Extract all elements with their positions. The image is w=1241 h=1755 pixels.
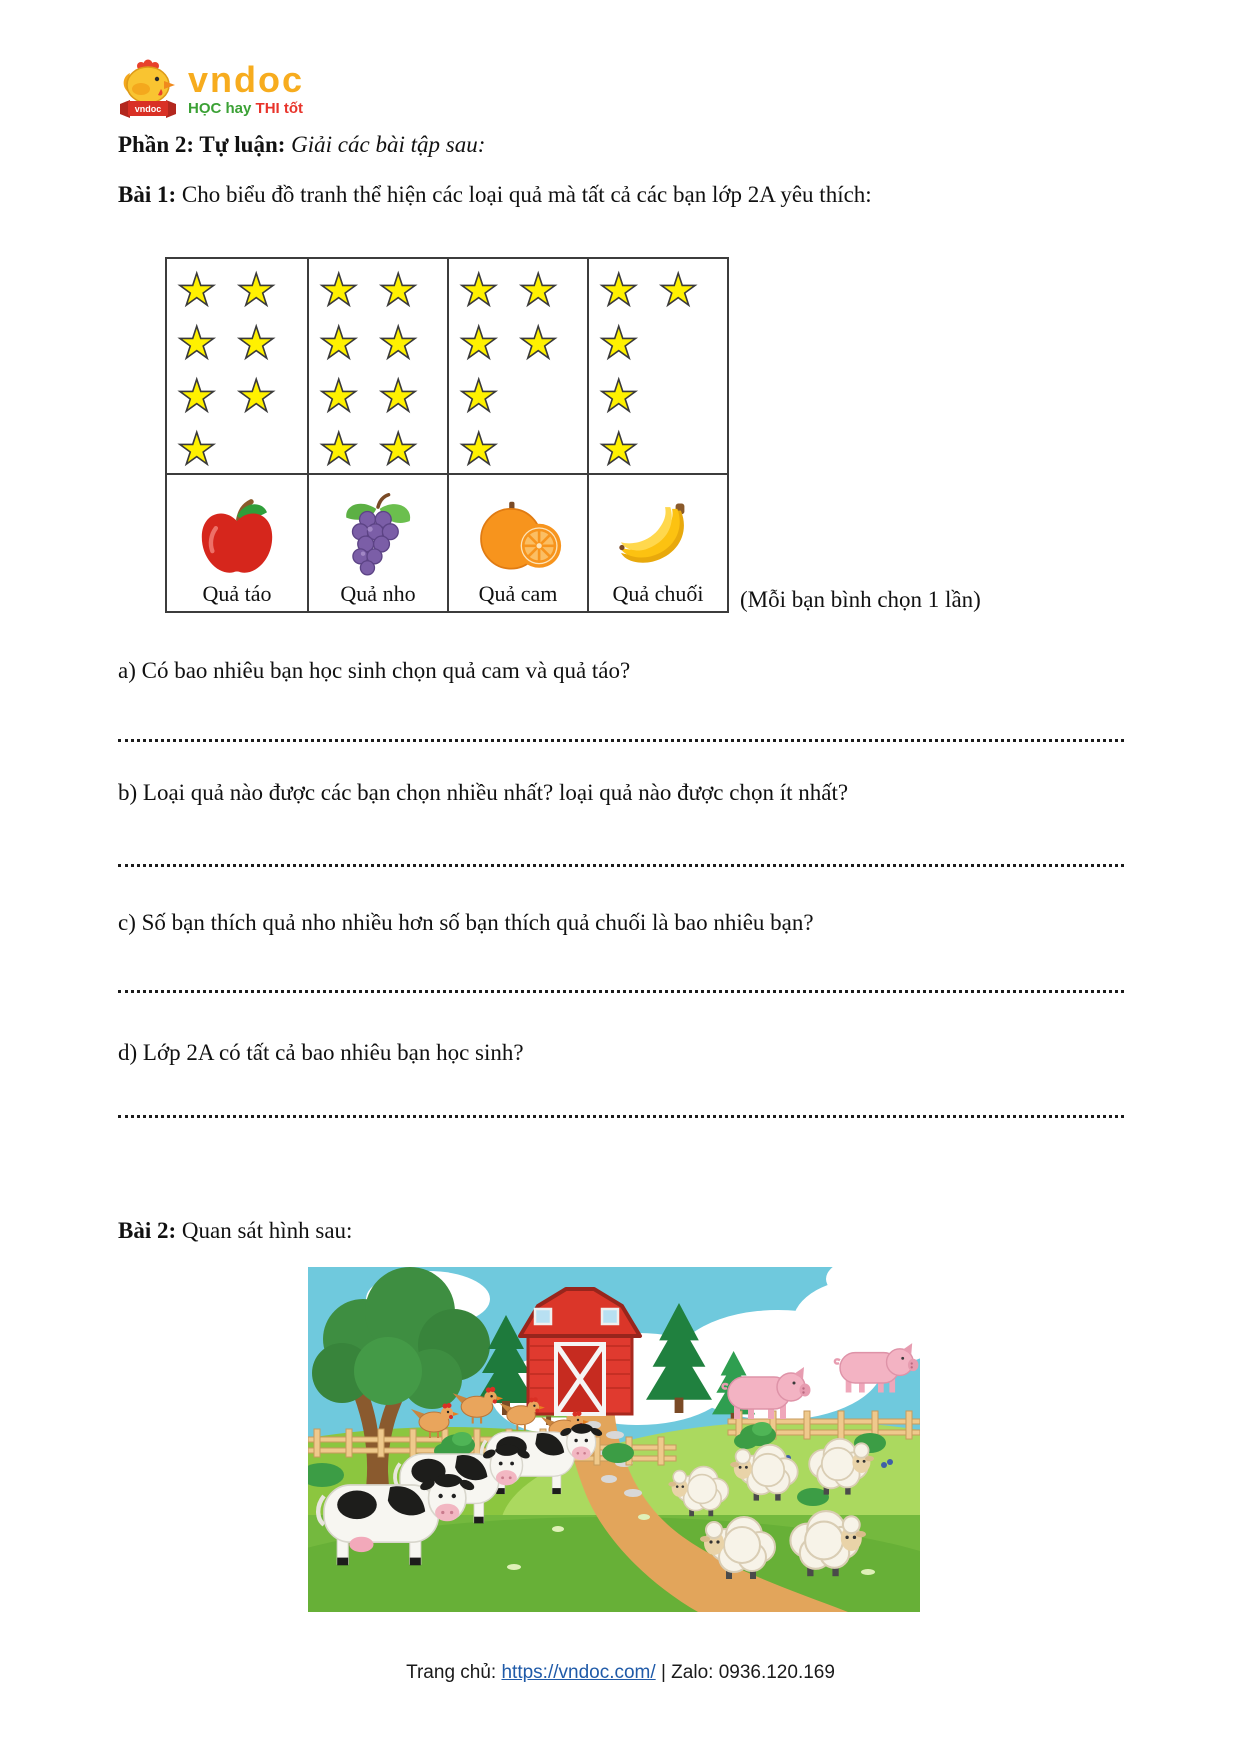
star-icon: ★ — [459, 265, 499, 315]
star-icon: ★ — [658, 265, 698, 315]
banana-image — [613, 493, 703, 581]
footer-separator: | — [660, 1662, 666, 1683]
star-icon: ★ — [378, 265, 418, 315]
star-icon: ★ — [599, 265, 639, 315]
star-icon: ★ — [177, 318, 217, 368]
barn-icon — [520, 1289, 640, 1414]
answer-line-d — [118, 1114, 1124, 1118]
barn-window — [535, 1309, 551, 1324]
question-d: d) Lớp 2A có tất cả bao nhiêu bạn học sinh? — [118, 1040, 524, 1065]
star-icon: ★ — [378, 424, 418, 474]
star-icon: ★ — [236, 371, 276, 421]
fruit-cell-grapes — [309, 475, 447, 611]
star-icon: ★ — [319, 424, 359, 474]
fruit-cell-orange — [449, 475, 587, 611]
star-icon: ★ — [518, 265, 558, 315]
chart-column-apple — [167, 259, 307, 611]
chart-column-grapes — [307, 259, 447, 611]
star-cell-grapes — [309, 259, 447, 475]
homepage-link[interactable]: https://vndoc.com/ — [501, 1662, 656, 1683]
fruit-label: Quả chuối — [612, 581, 704, 606]
star-icon: ★ — [459, 318, 499, 368]
star-icon: ★ — [177, 371, 217, 421]
star-icon: ★ — [459, 424, 499, 474]
star-icon: ★ — [236, 318, 276, 368]
tagline-green: HỌC hay — [188, 99, 252, 117]
vndoc-mascot-icon — [116, 56, 180, 122]
star-cell-apple — [167, 259, 307, 475]
barn-door — [556, 1344, 604, 1414]
fruit-label: Quả cam — [478, 581, 558, 606]
exercise1-prompt: Cho biểu đồ tranh thể hiện các loại quả mà tất cả các bạn lớp 2A yêu thích: — [181, 182, 872, 207]
fruit-label: Quả nho — [340, 581, 416, 606]
apple-image — [192, 493, 282, 581]
star-cell-banana — [589, 259, 727, 475]
section-heading — [118, 132, 485, 158]
footer-zalo: Zalo: 0936.120.169 — [671, 1662, 835, 1683]
grapes-image — [333, 493, 423, 581]
vote-note: (Mỗi bạn bình chọn 1 lần) — [740, 587, 981, 612]
star-icon: ★ — [319, 318, 359, 368]
barn-window — [602, 1309, 618, 1324]
star-icon: ★ — [378, 318, 418, 368]
exercise1-heading — [118, 182, 872, 208]
farm-scene-image — [308, 1267, 920, 1612]
logo-brand: vndoc — [188, 58, 305, 100]
section-label: Phần 2: Tự luận: — [118, 132, 286, 157]
page-footer — [0, 1662, 1241, 1684]
fruit-label: Quả táo — [202, 581, 272, 606]
exercise1-label: Bài 1: — [118, 182, 177, 207]
star-icon: ★ — [599, 318, 639, 368]
star-icon: ★ — [459, 371, 499, 421]
section-instruction: Giải các bài tập sau: — [291, 132, 486, 157]
answer-line-b — [118, 863, 1124, 867]
star-icon: ★ — [518, 318, 558, 368]
answer-line-c — [118, 989, 1124, 993]
exercise2-heading — [118, 1218, 352, 1244]
star-icon: ★ — [177, 265, 217, 315]
footer-home-label: Trang chủ: — [406, 1662, 497, 1683]
question-a: a) Có bao nhiêu bạn học sinh chọn quả cam và quả táo? — [118, 658, 631, 683]
fruit-cell-apple — [167, 475, 307, 611]
star-icon: ★ — [236, 265, 276, 315]
star-cell-orange — [449, 259, 587, 475]
chart-column-banana — [587, 259, 727, 611]
farm-scene — [308, 1267, 920, 1612]
star-icon: ★ — [177, 424, 217, 474]
tagline-red: THI tốt — [255, 99, 304, 117]
star-icon: ★ — [599, 371, 639, 421]
logo-tagline — [188, 100, 304, 117]
question-b: b) Loại quả nào được các bạn chọn nhiều nhất? loại quả nào được chọn ít nhất? — [118, 780, 849, 805]
answer-line-a — [118, 738, 1124, 742]
star-icon: ★ — [599, 424, 639, 474]
fruit-pictograph-table — [165, 257, 729, 613]
exercise2-prompt: Quan sát hình sau: — [181, 1218, 353, 1243]
chart-column-orange — [447, 259, 587, 611]
mascot-banner-text: vndoc — [134, 104, 162, 114]
fruit-cell-banana — [589, 475, 727, 611]
vndoc-logo — [116, 56, 304, 122]
star-icon: ★ — [319, 371, 359, 421]
exercise2-label: Bài 2: — [118, 1218, 177, 1243]
star-icon: ★ — [378, 371, 418, 421]
star-icon: ★ — [319, 265, 359, 315]
orange-image — [473, 493, 563, 581]
question-c: c) Số bạn thích quả nho nhiều hơn số bạn thích quả chuối là bao nhiêu bạn? — [118, 910, 814, 935]
